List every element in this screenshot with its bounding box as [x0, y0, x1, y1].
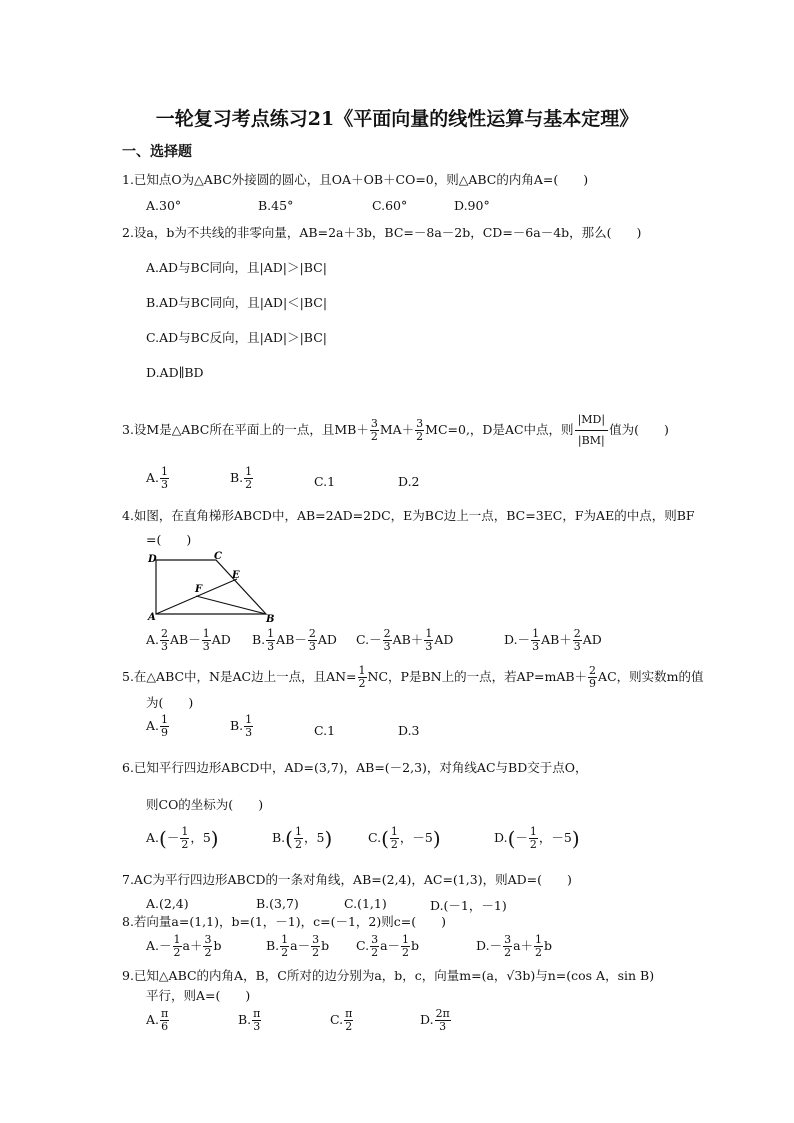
q5-option-a	[146, 714, 170, 739]
q3-option-d: D.2	[398, 474, 420, 489]
q5-a-label: A.	[146, 718, 160, 733]
q9-c-den: 2	[345, 1020, 353, 1033]
q5-tail: AC，则实数m的值	[598, 669, 704, 684]
q6-a-rparen: )	[210, 826, 219, 851]
page-title: 一轮复习考点练习21《平面向量的线性运算与基本定理》	[155, 108, 639, 130]
q5-a-frac	[160, 714, 169, 739]
q8-c-num2: 1	[402, 933, 410, 946]
q8-c-num1: 3	[371, 933, 379, 946]
q8-b-frac2	[311, 934, 320, 959]
q4-b-frac2	[308, 628, 317, 653]
q5-option-b	[230, 714, 254, 739]
q4-b-tail: AD	[317, 632, 337, 647]
q4-b-mid: AB－	[276, 632, 307, 647]
question-5-stem-cont: 为( )	[146, 695, 194, 710]
q8-d-tail: b	[544, 938, 553, 953]
q4-a-num1: 2	[161, 627, 169, 640]
question-2-stem: 2.设a，b为不共线的非零向量，AB=2a＋3b，BC=－8a－2b，CD=－6a－4b，那么( )	[122, 225, 642, 240]
q6-c-num: 1	[390, 825, 398, 838]
q8-b-label: B.	[266, 938, 280, 953]
q2-option-d: D.AD∥BD	[146, 365, 204, 380]
q6-d-label: D.	[494, 830, 508, 845]
q8-b-den2: 2	[312, 946, 320, 959]
q4-option-a	[146, 628, 231, 653]
q5-f2-num: 2	[589, 664, 597, 677]
q6-a-num: 1	[181, 825, 189, 838]
q8-a-frac1	[173, 934, 182, 959]
q6-d-sign: －	[515, 830, 528, 845]
q6-d-rparen: )	[571, 826, 580, 851]
q8-b-frac1	[280, 934, 289, 959]
q5-a-num: 1	[161, 713, 169, 726]
q4-b-den1: 3	[267, 640, 275, 653]
q8-d-den2: 2	[535, 946, 543, 959]
q4-d-den2: 3	[573, 640, 581, 653]
q4-d-frac1	[531, 628, 540, 653]
q6-b-num: 1	[294, 825, 302, 838]
q6-option-c	[368, 826, 441, 851]
q4-c-num1: 2	[383, 627, 391, 640]
q3-frac1-num: 3	[370, 417, 378, 430]
q8-a-frac2	[203, 934, 212, 959]
q4-c-tail: AD	[434, 632, 454, 647]
q5-b-den: 3	[245, 726, 253, 739]
q6-d-num: 1	[529, 825, 537, 838]
q3-a-num: 1	[161, 465, 169, 478]
q4-b-label: B.	[252, 632, 266, 647]
question-4-stem: 4.如图，在直角梯形ABCD中，AB=2AD=2DC，E为BC边上一点，BC=3EC，F为AE的中点，则BF	[122, 508, 695, 523]
q4-c-den1: 3	[383, 640, 391, 653]
q4-c-label: C.－	[356, 632, 382, 647]
q8-a-num2: 3	[204, 933, 212, 946]
label-e: E	[232, 570, 240, 581]
q8-d-frac1	[503, 934, 512, 959]
q9-d-label: D.	[420, 1012, 434, 1027]
q6-c-frac	[390, 826, 399, 851]
q4-a-frac2	[202, 628, 211, 653]
question-3-stem	[122, 410, 669, 451]
q3-ratio-den: |BM|	[577, 434, 605, 447]
q1-option-b: B.45°	[258, 198, 294, 213]
q4-d-num2: 2	[573, 627, 581, 640]
q3-a-label: A.	[146, 470, 160, 485]
q8-option-d	[476, 934, 552, 959]
q4-c-num2: 1	[425, 627, 433, 640]
q7-option-d: D.(－1，－1)	[430, 898, 507, 913]
q4-a-num2: 1	[202, 627, 210, 640]
q4-b-frac1	[266, 628, 275, 653]
q3-tail: 值为( )	[609, 422, 669, 437]
q3-mid2: MC=0,，D是AC中点，则	[425, 422, 574, 437]
label-f: F	[195, 584, 203, 595]
q4-b-den2: 3	[308, 640, 316, 653]
trapezoid-figure	[140, 548, 290, 626]
question-4-stem-cont: =( )	[146, 532, 192, 547]
q6-c-tail: ，－5	[399, 830, 433, 845]
q6-option-d	[494, 826, 580, 851]
q5-b-frac	[244, 714, 253, 739]
q5-frac1	[358, 665, 367, 690]
q8-c-frac2	[401, 934, 410, 959]
q6-c-lparen: (	[381, 826, 389, 851]
q6-a-lparen: (	[159, 826, 167, 851]
q7-option-c: C.(1,1)	[344, 896, 387, 911]
q5-frac2	[588, 665, 597, 690]
q9-c-frac	[344, 1008, 353, 1033]
q5-b-label: B.	[230, 718, 244, 733]
q4-c-frac1	[383, 628, 392, 653]
q4-c-mid: AB＋	[392, 632, 424, 647]
q8-d-frac2	[534, 934, 543, 959]
q5-stem-pre: 5.在△ABC中，N是AC边上一点，且AN=	[122, 669, 357, 684]
q6-b-den: 2	[294, 838, 302, 851]
q6-b-label: B.	[272, 830, 286, 845]
question-7-stem: 7.AC为平行四边形ABCD的一条对角线，AB=(2,4)，AC=(1,3)，则AD=( )	[122, 872, 572, 887]
q4-d-den1: 3	[532, 640, 540, 653]
q6-b-rparen: )	[324, 826, 333, 851]
q4-a-den2: 3	[202, 640, 210, 653]
q6-c-label: C.	[368, 830, 382, 845]
q3-b-frac	[244, 466, 253, 491]
q9-option-d	[420, 1008, 452, 1033]
q3-frac1-den: 2	[370, 430, 378, 443]
q4-d-frac2	[573, 628, 582, 653]
q3-frac2-num: 3	[416, 417, 424, 430]
q6-a-den: 2	[181, 838, 189, 851]
q6-option-b	[272, 826, 332, 851]
q4-b-num1: 1	[267, 627, 275, 640]
label-a: A	[148, 612, 156, 623]
q4-a-den1: 3	[161, 640, 169, 653]
q9-b-num: π	[253, 1007, 261, 1020]
q4-option-d	[504, 628, 602, 653]
q4-c-den2: 3	[425, 640, 433, 653]
trapezoid-abcd	[156, 560, 266, 614]
q3-frac2	[415, 418, 424, 443]
q6-c-den: 2	[390, 838, 398, 851]
q6-a-label: A.	[146, 830, 160, 845]
q3-a-den: 3	[161, 478, 169, 491]
q6-d-lparen: (	[507, 826, 516, 851]
q6-d-den: 2	[529, 838, 537, 851]
q8-d-den1: 2	[504, 946, 512, 959]
q5-f1-den: 2	[358, 677, 366, 690]
q4-d-label: D.－	[504, 632, 531, 647]
q6-a-sign: －	[166, 830, 180, 845]
q6-d-frac	[529, 826, 538, 851]
q3-frac1	[370, 418, 379, 443]
q6-d-tail: ，－5	[538, 830, 572, 845]
q3-ratio-num: |MD|	[575, 410, 609, 431]
q2-option-a: A.AD与BC同向，且|AD|＞|BC|	[146, 260, 327, 275]
q8-b-den1: 2	[281, 946, 289, 959]
q8-a-den2: 2	[204, 946, 212, 959]
q5-b-num: 1	[245, 713, 253, 726]
q2-option-c: C.AD与BC反向，且|AD|＞|BC|	[146, 330, 328, 345]
q8-a-label: A.－	[146, 938, 172, 953]
q8-a-tail: b	[213, 938, 222, 953]
q8-c-tail: b	[411, 938, 420, 953]
q3-option-b	[230, 466, 254, 491]
q6-b-lparen: (	[285, 826, 293, 851]
question-6-stem-cont: 则CO的坐标为( )	[146, 797, 264, 812]
question-9-stem: 9.已知△ABC的内角A，B，C所对的边分别为a，b，c，向量m=(a，√3b)与n=(cos A，sin B)	[122, 968, 655, 983]
q3-option-a	[146, 466, 170, 491]
q7-option-a: A.(2,4)	[146, 896, 189, 911]
q5-f2-den: 9	[589, 677, 597, 690]
q1-option-c: C.60°	[372, 198, 408, 213]
q6-b-tail: ，5	[303, 830, 325, 845]
q7-option-b: B.(3,7)	[256, 896, 299, 911]
q8-a-num1: 1	[173, 933, 181, 946]
q8-b-tail: b	[321, 938, 330, 953]
question-9-stem-cont: 平行，则A=( )	[146, 988, 251, 1003]
q8-option-a	[146, 934, 221, 959]
question-1-stem: 1.已知点O为△ABC外接圆的圆心，且OA＋OB＋CO=0，则△ABC的内角A=( )	[122, 172, 589, 187]
q6-b-frac	[294, 826, 303, 851]
q3-ratio	[575, 410, 609, 451]
q8-c-mid: a－	[380, 938, 401, 953]
q9-b-label: B.	[238, 1012, 252, 1027]
q8-a-den1: 2	[173, 946, 181, 959]
q5-f1-num: 1	[358, 664, 366, 677]
q4-option-c	[356, 628, 453, 653]
q9-b-frac	[252, 1008, 261, 1033]
q8-b-mid: a－	[290, 938, 311, 953]
q4-b-num2: 2	[308, 627, 316, 640]
q1-option-d: D.90°	[454, 198, 490, 213]
question-6-stem: 6.已知平行四边形ABCD中，AD=(3,7)，AB=(－2,3)，对角线AC与BD交于点O，	[122, 760, 588, 775]
q3-frac2-den: 2	[416, 430, 424, 443]
q9-c-label: C.	[330, 1012, 344, 1027]
q9-a-frac	[160, 1008, 169, 1033]
q4-option-b	[252, 628, 337, 653]
q8-d-label: D.－	[476, 938, 503, 953]
q4-d-mid: AB＋	[541, 632, 572, 647]
q3-mid1: MA＋	[379, 422, 415, 437]
q8-d-num1: 3	[504, 933, 512, 946]
q6-option-a	[146, 826, 219, 851]
q3-option-c: C.1	[314, 474, 336, 489]
q8-c-den1: 2	[371, 946, 379, 959]
q8-d-mid: a＋	[513, 938, 534, 953]
q9-a-num: π	[161, 1007, 169, 1020]
q5-option-d: D.3	[398, 723, 420, 738]
section-heading: 一、选择题	[122, 144, 192, 160]
q8-d-num2: 1	[535, 933, 543, 946]
q5-a-den: 9	[161, 726, 169, 739]
q8-b-num1: 1	[281, 933, 289, 946]
q4-c-frac2	[424, 628, 433, 653]
q9-b-den: 3	[253, 1020, 261, 1033]
q4-a-label: A.	[146, 632, 160, 647]
q8-option-c	[356, 934, 419, 959]
q6-c-rparen: )	[432, 826, 441, 851]
q9-d-num: 2π	[435, 1007, 450, 1020]
q6-a-tail: ，5	[190, 830, 211, 845]
q5-option-c: C.1	[314, 723, 336, 738]
q1-option-a: A.30°	[146, 198, 182, 213]
q8-c-den2: 2	[402, 946, 410, 959]
q9-a-den: 6	[161, 1020, 169, 1033]
q3-stem-pre: 3.设M是△ABC所在平面上的一点，且MB＋	[122, 422, 369, 437]
q8-b-num2: 3	[312, 933, 320, 946]
q4-d-num1: 1	[532, 627, 540, 640]
q8-c-label: C.	[356, 938, 370, 953]
q5-mid: NC，P是BN上的一点，若AP=mAB＋	[367, 669, 588, 684]
q9-a-label: A.	[146, 1012, 160, 1027]
question-8-stem: 8.若向量a=(1,1)，b=(1，－1)，c=(－1，2)则c=( )	[122, 914, 446, 929]
q9-option-a	[146, 1008, 170, 1033]
q3-b-num: 1	[245, 465, 253, 478]
q3-a-frac	[160, 466, 169, 491]
q8-a-mid: a＋	[182, 938, 203, 953]
q9-d-frac	[435, 1008, 451, 1033]
q9-option-b	[238, 1008, 262, 1033]
label-d: D	[148, 554, 157, 565]
q2-option-b: B.AD与BC同向，且|AD|＜|BC|	[146, 295, 328, 310]
question-5-stem	[122, 665, 704, 690]
q4-a-frac1	[160, 628, 169, 653]
q4-d-tail: AD	[582, 632, 602, 647]
q3-b-label: B.	[230, 470, 244, 485]
q4-a-tail: AD	[211, 632, 231, 647]
q3-b-den: 2	[245, 478, 253, 491]
q8-option-b	[266, 934, 329, 959]
segment-fb	[196, 596, 266, 614]
q9-d-den: 3	[439, 1020, 447, 1033]
q9-option-c	[330, 1008, 354, 1033]
q6-a-frac	[180, 826, 189, 851]
label-c: C	[214, 551, 222, 562]
q9-c-num: π	[345, 1007, 353, 1020]
q4-a-mid: AB－	[170, 632, 201, 647]
label-b: B	[266, 614, 275, 625]
q8-c-frac1	[370, 934, 379, 959]
